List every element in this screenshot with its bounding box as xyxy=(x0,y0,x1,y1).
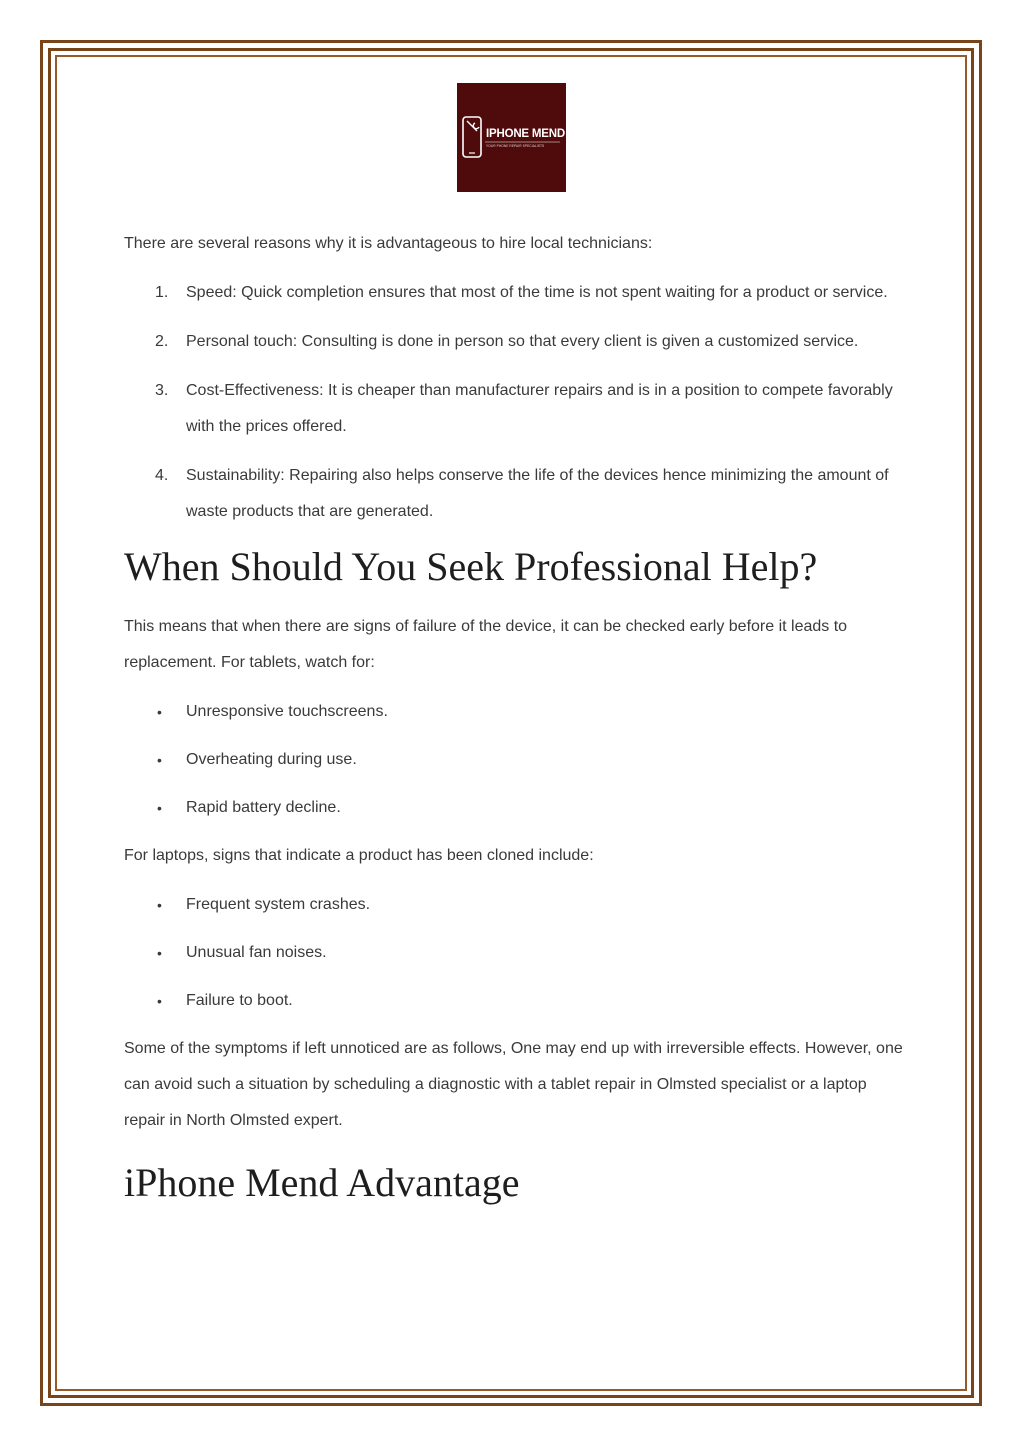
list-item-text: Failure to boot. xyxy=(186,992,293,1009)
section-heading-professional-help: When Should You Seek Professional Help? xyxy=(124,544,818,589)
list-item-text: Rapid battery decline. xyxy=(186,799,341,816)
bullet-icon: • xyxy=(157,945,162,961)
list-item xyxy=(124,324,904,360)
list-item xyxy=(124,935,904,971)
section-heading-advantage: iPhone Mend Advantage xyxy=(124,1160,520,1205)
intro-paragraph: There are several reasons why it is advantageous to hire local technicians: xyxy=(124,235,653,252)
list-item-text: Sustainability: Repairing also helps conserve the life of the devices hence minimizing the amount of waste products that are generated. xyxy=(186,467,889,520)
logo-title: IPHONE MEND xyxy=(486,128,565,140)
list-item-text: Unresponsive touchscreens. xyxy=(186,703,388,720)
list-item xyxy=(124,275,904,311)
list-item xyxy=(124,373,904,445)
tablet-intro-paragraph: This means that when there are signs of failure of the device, it can be checked early before it leads to replacement. For tablets, watch for: xyxy=(124,618,848,671)
bullet-icon: • xyxy=(157,752,162,768)
list-item xyxy=(124,790,904,826)
logo-tagline: YOUR PHONE REPAIR SPECIALISTS xyxy=(486,144,545,148)
list-item-text: Overheating during use. xyxy=(186,751,357,768)
list-item xyxy=(124,458,904,530)
closing-paragraph: Some of the symptoms if left unnoticed are as follows, One may end up with irreversible effects. However, one can avoid such a situation by scheduling a diagnostic with a tablet repair in Olmsted specialist or a laptop repair in North Olmsted expert. xyxy=(124,1040,903,1129)
list-item-text: Cost-Effectiveness: It is cheaper than manufacturer repairs and is in a position to compete favorably with the prices offered. xyxy=(186,382,893,435)
article-body xyxy=(124,226,904,1207)
tablet-signs-list xyxy=(124,694,904,826)
laptop-intro-paragraph: For laptops, signs that indicate a product has been cloned include: xyxy=(124,847,594,864)
list-number: 2. xyxy=(155,333,169,350)
reasons-list xyxy=(124,275,904,530)
list-number: 1. xyxy=(155,284,169,301)
bullet-icon: • xyxy=(157,704,162,720)
list-item xyxy=(124,887,904,923)
list-item-text: Speed: Quick completion ensures that most of the time is not spent waiting for a product or service. xyxy=(186,284,888,301)
list-item xyxy=(124,694,904,730)
list-number: 3. xyxy=(155,382,169,399)
list-item xyxy=(124,742,904,778)
laptop-signs-list xyxy=(124,887,904,1019)
list-item-text: Unusual fan noises. xyxy=(186,944,327,961)
bullet-icon: • xyxy=(157,897,162,913)
list-item xyxy=(124,983,904,1019)
iphone-mend-logo xyxy=(457,83,566,192)
list-number: 4. xyxy=(155,467,169,484)
list-item-text: Personal touch: Consulting is done in person so that every client is given a customized service. xyxy=(186,333,859,350)
bullet-icon: • xyxy=(157,800,162,816)
list-item-text: Frequent system crashes. xyxy=(186,896,371,913)
bullet-icon: • xyxy=(157,993,162,1009)
